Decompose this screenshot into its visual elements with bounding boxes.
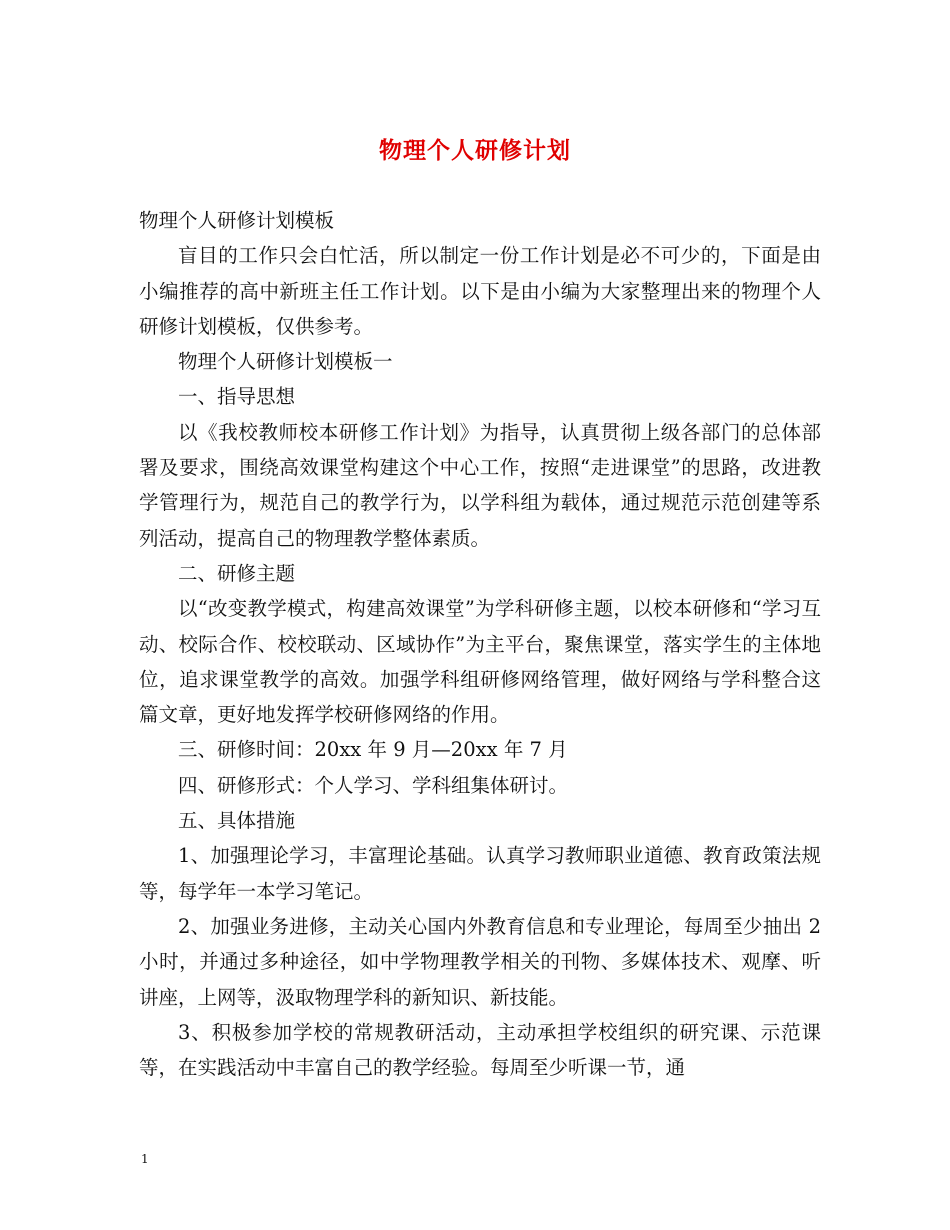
paragraph-measure-2: 2、加强业务进修，主动关心国内外教育信息和专业理论，每周至少抽出 2 小时，并通过多种途径，如中学物理教学相关的刊物、多媒体技术、观摩、听讲座，上网等，汲取物理学科的新知识、新技能。 — [139, 914, 821, 1009]
paragraph-measure-3: 3、积极参加学校的常规教研活动，主动承担学校组织的研究课、示范课等，在实践活动中丰富自己的教学经验。每周至少听课一节，通 — [139, 1020, 821, 1080]
document-subtitle: 物理个人研修计划模板 — [139, 209, 335, 232]
page-number: 1 — [141, 1152, 149, 1166]
section-heading-measures: 五、具体措施 — [178, 809, 296, 833]
paragraph-research-theme: 以“改变教学模式，构建高效课堂”为学科研修主题，以校本研修和“学习互动、校际合作、校校联动、区域协作”为主平台，聚焦课堂，落实学生的主体地位，追求课堂教学的高效。加强学科组研修网络管理，做好网络与学科整合这篇文章，更好地发挥学校研修网络的作用。 — [139, 597, 821, 727]
section-heading-guiding-thought: 一、指导思想 — [178, 385, 296, 409]
section-research-form: 四、研修形式：个人学习、学科组集体研讨。 — [178, 773, 569, 797]
section-research-time: 三、研修时间：20xx 年 9 月—20xx 年 7 月 — [178, 738, 568, 762]
paragraph-intro: 盲目的工作只会白忙活，所以制定一份工作计划是必不可少的，下面是由小编推荐的高中新班主任工作计划。以下是由小编为大家整理出来的物理个人研修计划模板，仅供参考。 — [139, 244, 821, 338]
document-title: 物理个人研修计划 — [379, 137, 571, 164]
document-body — [139, 203, 821, 1085]
paragraph-guiding-thought: 以《我校教师校本研修工作计划》为指导，认真贯彻上级各部门的总体部署及要求，围绕高效课堂构建这个中心工作，按照“走进课堂”的思路，改进教学管理行为，规范自己的教学行为，以学科组为载体，通过规范示范创建等系列活动，提高自己的物理教学整体素质。 — [139, 420, 821, 550]
paragraph-measure-1: 1、加强理论学习，丰富理论基础。认真学习教师职业道德、教育政策法规等，每学年一本学习笔记。 — [139, 844, 821, 903]
section-heading-research-theme: 二、研修主题 — [178, 561, 296, 585]
section-heading-template-one: 物理个人研修计划模板一 — [178, 350, 393, 374]
